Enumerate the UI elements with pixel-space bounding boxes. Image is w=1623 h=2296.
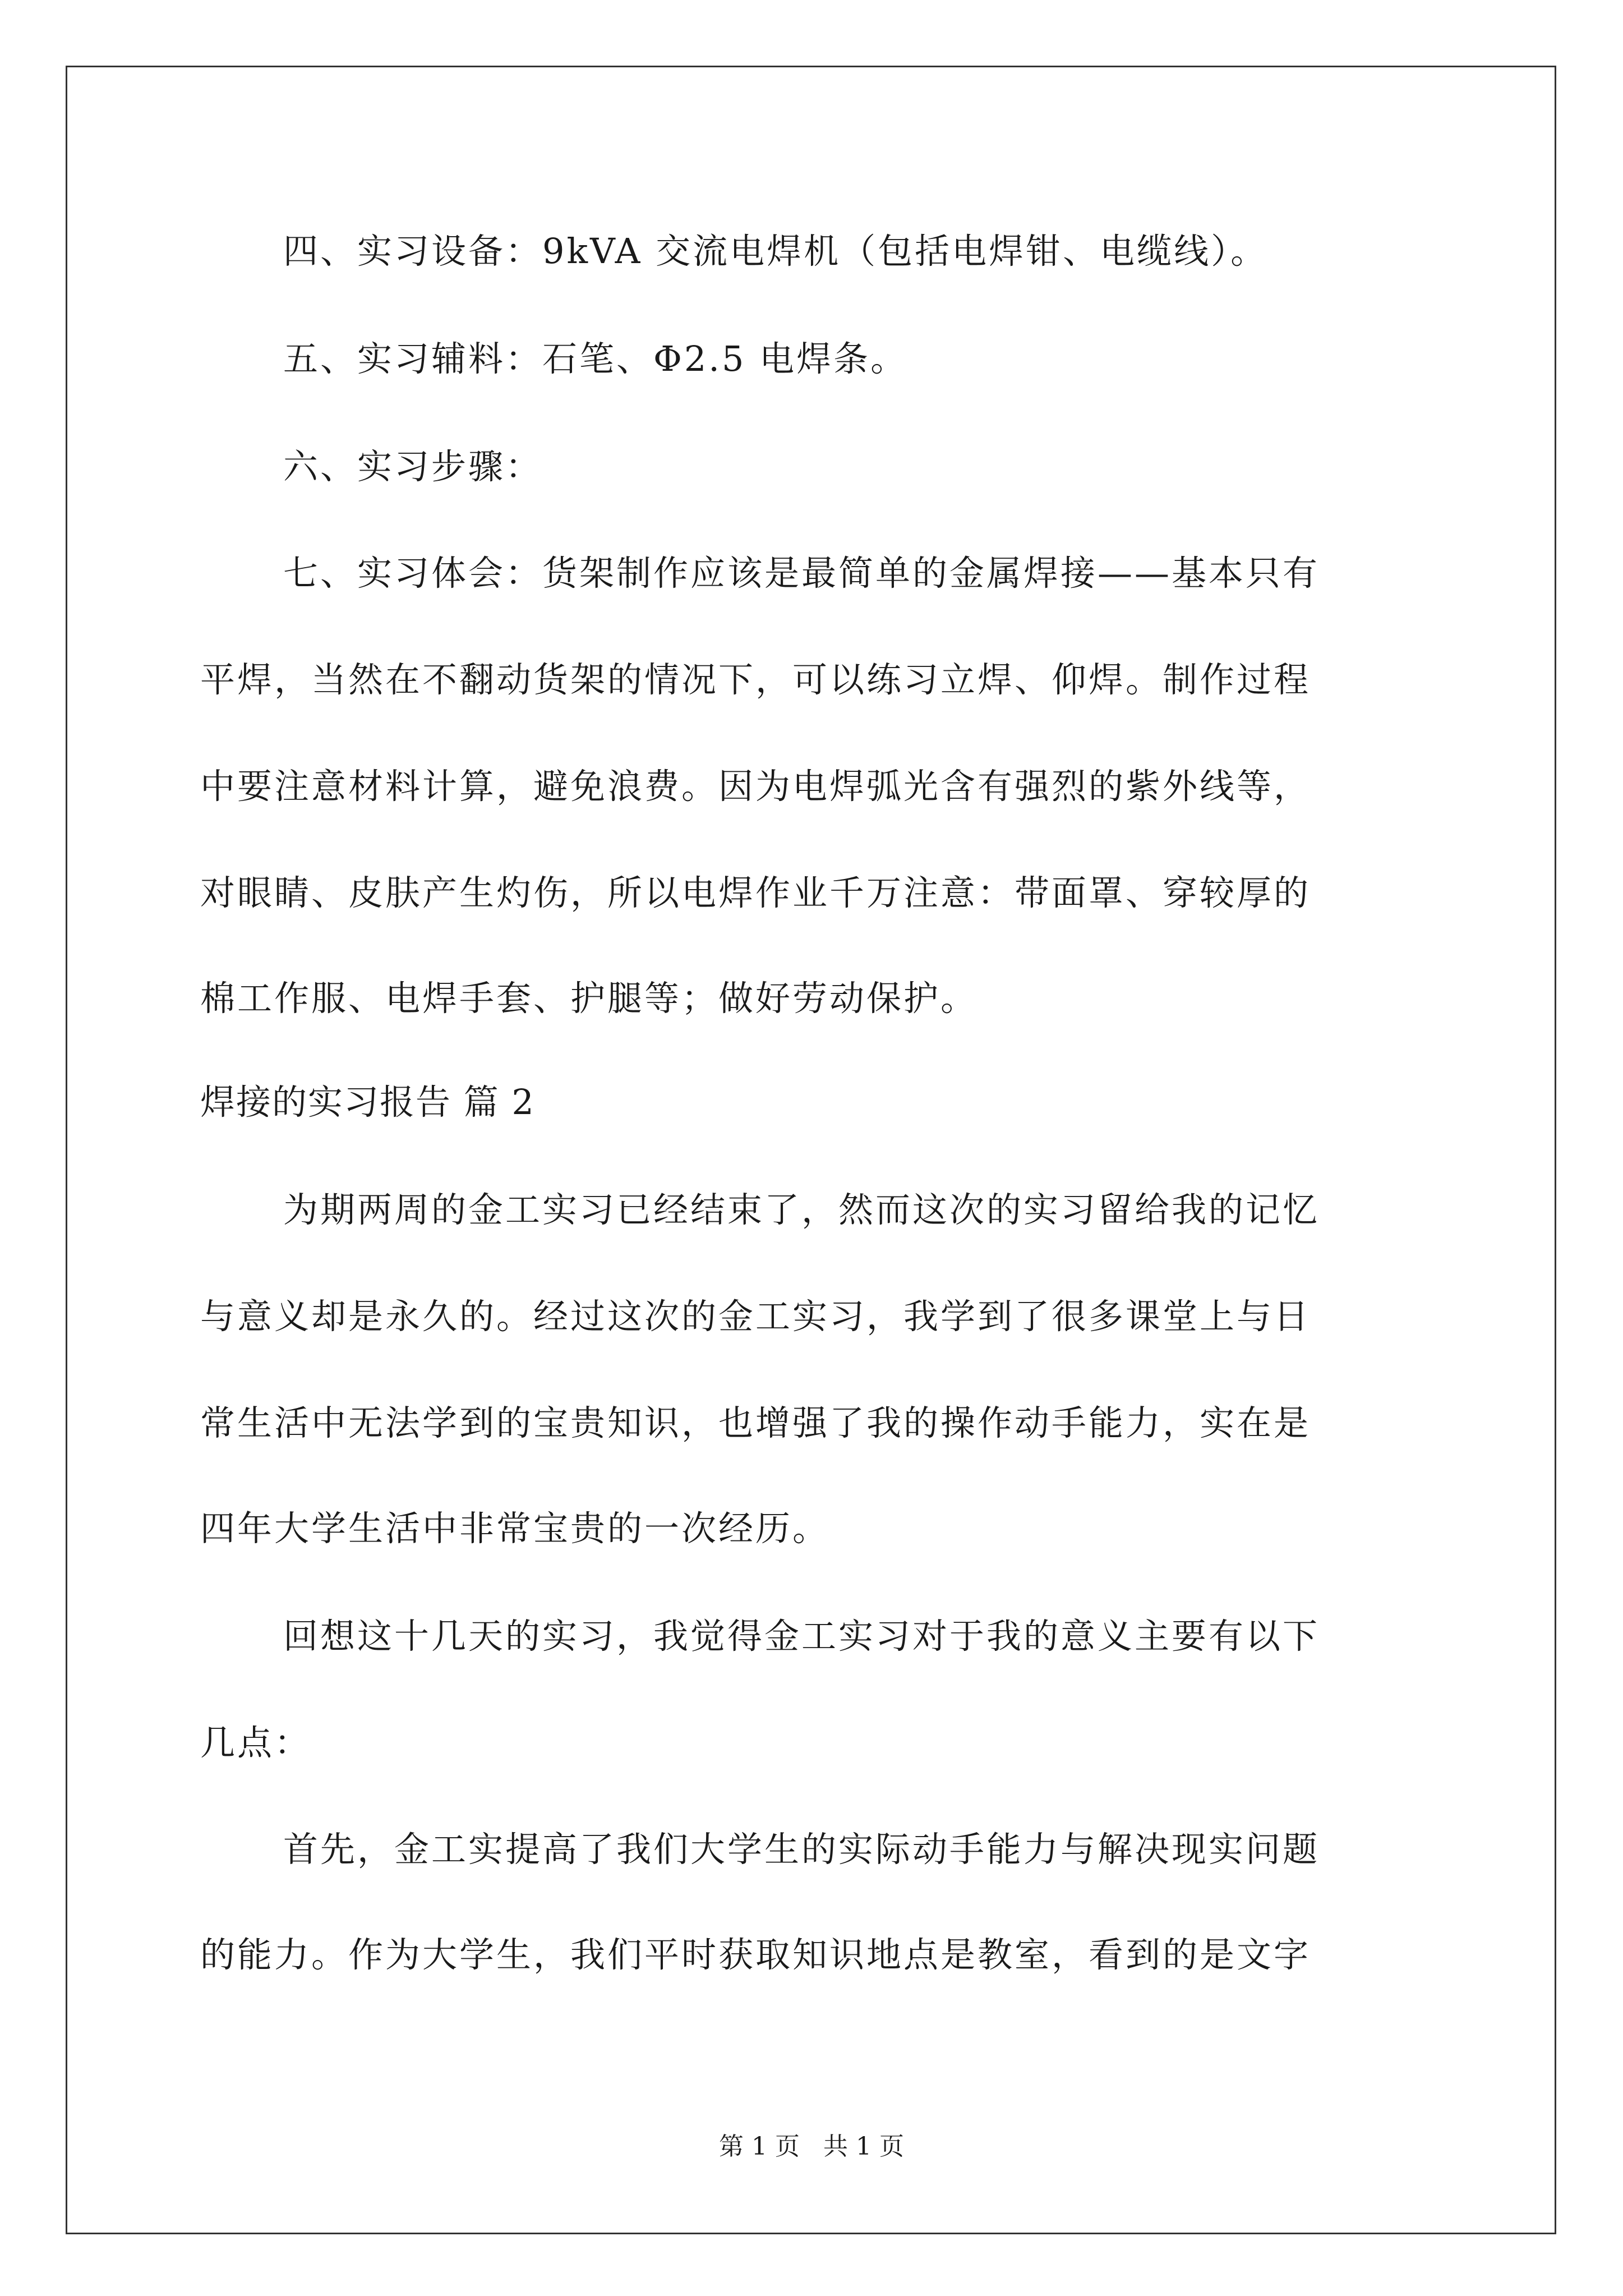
paragraph-line: 回想这十几天的实习，我觉得金工实习对于我的意义主要有以下 [283, 1616, 1320, 1657]
paragraph-line-equipment: 四、实习设备：9kVA 交流电焊机（包括电焊钳、电缆线）。 [283, 231, 1268, 272]
paragraph-line: 中要注意材料计算，避免浪费。因为电焊弧光含有强烈的紫外线等， [200, 766, 1311, 807]
paragraph-line: 平焊，当然在不翻动货架的情况下，可以练习立焊、仰焊。制作过程 [200, 659, 1311, 700]
paragraph-line-materials: 五、实习辅料：石笔、Φ2.5 电焊条。 [283, 338, 908, 379]
paragraph-line: 棉工作服、电焊手套、护腿等；做好劳动保护。 [200, 978, 978, 1019]
paragraph-line: 的能力。作为大学生，我们平时获取知识地点是教室，看到的是文字 [200, 1934, 1311, 1975]
paragraph-line: 首先，金工实提高了我们大学生的实际动手能力与解决现实问题 [283, 1829, 1320, 1870]
paragraph-line: 对眼睛、皮肤产生灼伤，所以电焊作业千万注意：带面罩、穿较厚的 [200, 872, 1311, 913]
paragraph-line: 与意义却是永久的。经过这次的金工实习，我学到了很多课堂上与日 [200, 1296, 1311, 1337]
paragraph-line-steps: 六、实习步骤： [283, 446, 543, 487]
paragraph-line-experience: 七、实习体会：货架制作应该是最简单的金属焊接——基本只有 [283, 553, 1320, 593]
section-heading: 焊接的实习报告 篇 2 [200, 1082, 535, 1122]
paragraph-line: 为期两周的金工实习已经结束了，然而这次的实习留给我的记忆 [283, 1189, 1320, 1230]
paragraph-line: 常生活中无法学到的宝贵知识，也增强了我的操作动手能力，实在是 [200, 1402, 1311, 1443]
page-footer: 第 1 页 共 1 页 [719, 2132, 904, 2161]
page-border [66, 66, 1556, 2234]
paragraph-line: 四年大学生活中非常宝贵的一次经历。 [200, 1508, 830, 1549]
paragraph-line: 几点： [200, 1722, 312, 1763]
